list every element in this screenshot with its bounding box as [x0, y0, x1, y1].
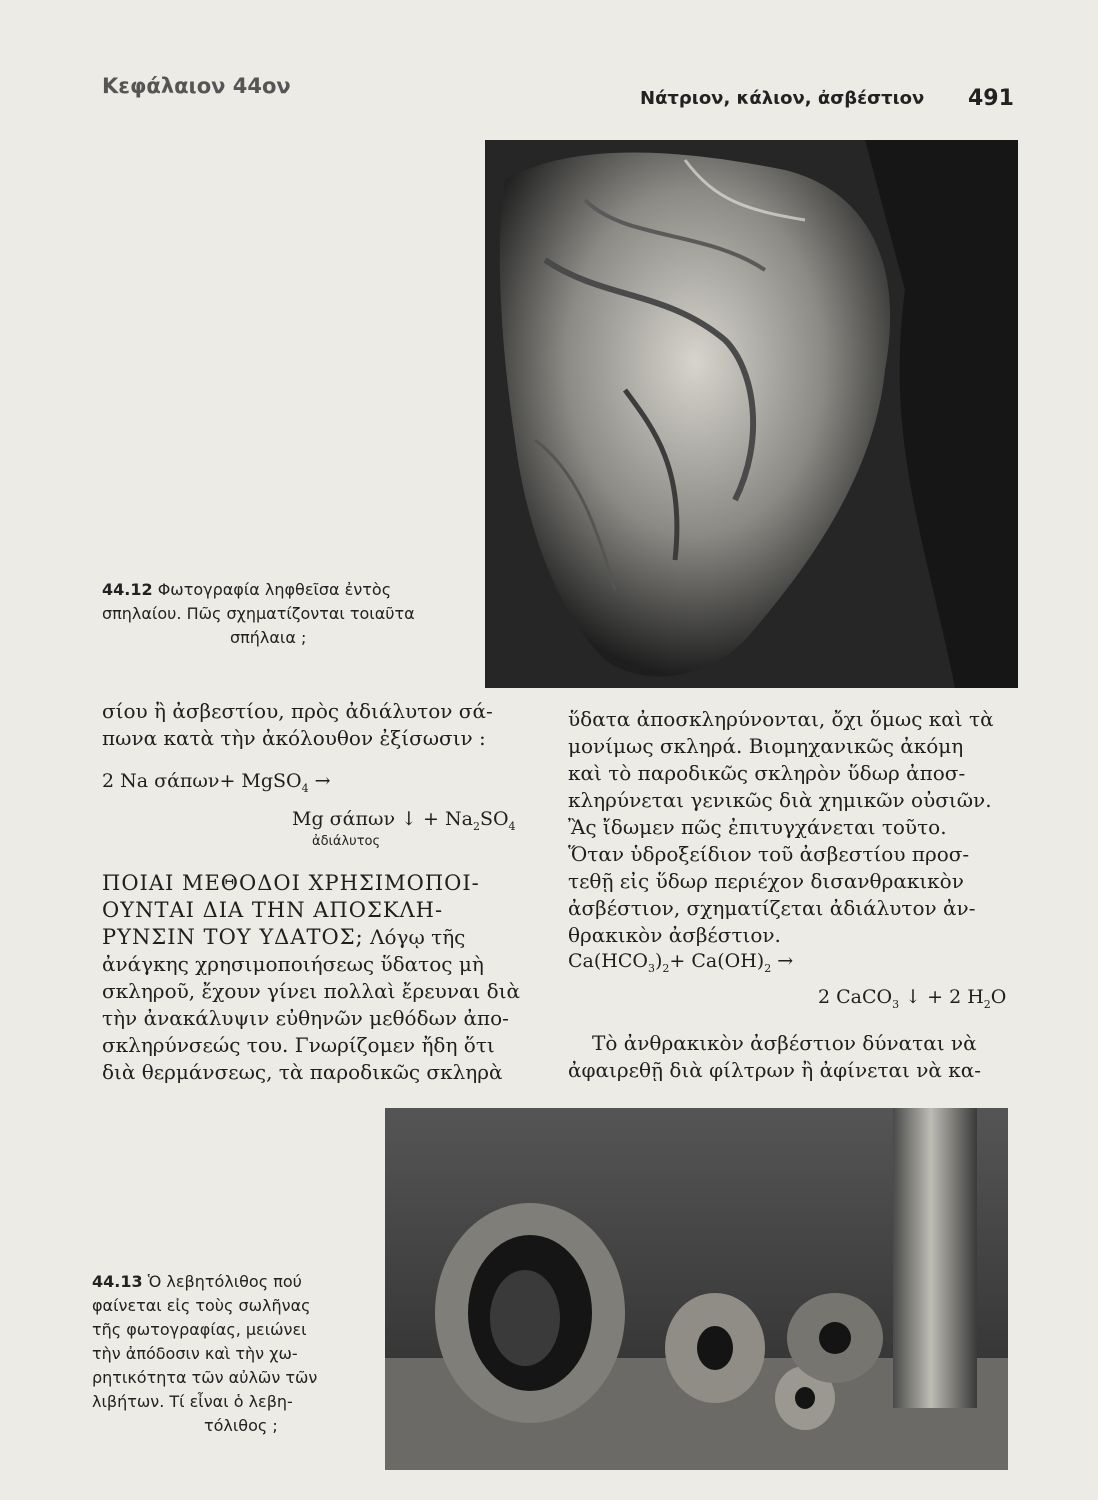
eq-subscript: 4	[301, 781, 309, 795]
text-line: πωνα κατὰ τὴν ἀκόλουθον ἐξίσωσιν :	[102, 726, 486, 750]
left-column	[102, 698, 530, 752]
eq-subscript: 3	[647, 961, 655, 975]
text-line: σκληρύνσεώς του. Γνωρίζομεν ἤδη ὅτι	[102, 1033, 495, 1057]
chapter-heading: Κεφάλαιον 44ον	[102, 74, 291, 98]
eq-subscript: 2	[764, 961, 772, 975]
text-line: μονίμως σκληρά. Βιομηχανικῶς ἀκόμη	[568, 734, 964, 758]
caption-line: Φωτογραφία ληφθεῖσα ἐντὸς	[157, 580, 392, 599]
equation-carbonate-1	[568, 950, 793, 975]
section-heading: Νάτριον, κάλιον, ἀσβέστιον	[640, 88, 925, 109]
figure-number: 44.12	[102, 580, 153, 599]
text-line: θρακικὸν ἀσβέστιον.	[568, 923, 781, 947]
text-line: Ὅταν ὑδροξείδιον τοῦ ἀσβεστίου προσ-	[568, 842, 970, 866]
equation-carbonate-2	[818, 986, 1006, 1011]
pipes-photo-image	[385, 1108, 1008, 1470]
text-fragment: Λόγῳ τῆς	[370, 925, 466, 949]
text-line: κληρύνεται γενικῶς διὰ χημικῶν οὐσιῶν.	[568, 788, 992, 812]
section-title-line: ΠΟΙΑΙ ΜΕΘΟΔΟΙ ΧΡΗΣΙΜΟΠΟΙ-	[102, 871, 480, 895]
eq-subscript: 4	[508, 819, 516, 833]
text-line: ἀνάγκης χρησιμοποιήσεως ὕδατος μὴ	[102, 952, 484, 976]
text-line: ὕδατα ἀποσκληρύνονται, ὄχι ὅμως καὶ τὰ	[568, 707, 994, 731]
arrow-icon: →	[777, 950, 794, 972]
caption-line: τῆς φωτογραφίας, μειώνει	[92, 1320, 307, 1339]
text-line: σίου ἢ ἀσβεστίου, πρὸς ἀδιάλυτον σά-	[102, 699, 493, 723]
left-column-section	[102, 870, 530, 1086]
figure-caption-44-12	[102, 578, 472, 650]
caption-line: σπηλαίου. Πῶς σχηματίζονται τοιαῦτα	[102, 604, 415, 623]
precipitate-arrow-icon: ↓	[905, 986, 922, 1008]
caption-line: τὴν ἀπόδοσιν καὶ τὴν χω-	[92, 1344, 298, 1363]
caption-line: τόλιθος ;	[204, 1416, 278, 1435]
eq-subscript: 2	[983, 997, 991, 1011]
text-line: ἀφαιρεθῇ διὰ φίλτρων ἢ ἀφίνεται νὰ κα-	[568, 1058, 982, 1082]
text-line: διὰ θερμάνσεως, τὰ παροδικῶς σκληρὰ	[102, 1060, 503, 1084]
equation-soap-1	[102, 770, 331, 795]
eq-term: + Ca(OH)	[669, 950, 765, 972]
cave-photo-image	[485, 140, 1018, 688]
text-line: τεθῇ εἰς ὕδωρ περιέχον δισανθρακικὸν	[568, 869, 964, 893]
eq-subscript: 3	[892, 997, 900, 1011]
eq-annotation: ἀδιάλυτος	[312, 834, 381, 849]
text-line: σκληροῦ, ἔχουν γίνει πολλαὶ ἔρευναι διὰ	[102, 979, 521, 1003]
section-title-line: ΡΥΝΣΙΝ ΤΟΥ ΥΔΑΤΟΣ;	[102, 925, 364, 949]
eq-term: + MgSO	[219, 770, 302, 792]
eq-subscript: 2	[662, 961, 670, 975]
precipitate-arrow-icon: ↓	[401, 808, 417, 830]
caption-line: Ὁ λεβητόλιθος πού	[147, 1272, 302, 1291]
eq-term: O	[990, 986, 1007, 1008]
right-column-tail	[568, 1030, 1006, 1084]
eq-term: 2 CaCO	[818, 986, 893, 1008]
text-line: Τὸ ἀνθρακικὸν ἀσβέστιον δύναται νὰ	[592, 1031, 977, 1055]
right-column	[568, 706, 1006, 949]
section-title-line: ΟΥΝΤΑΙ ΔΙΑ ΤΗΝ ΑΠΟΣΚΛΗ-	[102, 898, 444, 922]
figure-number: 44.13	[92, 1272, 143, 1291]
caption-line: σπήλαια ;	[230, 628, 307, 647]
figure-caption-44-13	[92, 1270, 372, 1438]
eq-term: + 2 H	[927, 986, 984, 1008]
caption-line: φαίνεται εἰς τοὺς σωλῆνας	[92, 1296, 311, 1315]
eq-term: Ca(HCO	[568, 950, 648, 972]
cave-photo	[485, 140, 1018, 688]
text-line: ἀσβέστιον, σχηματίζεται ἀδιάλυτον ἀν-	[568, 896, 976, 920]
text-line: καὶ τὸ παροδικῶς σκληρὸν ὕδωρ ἀποσ-	[568, 761, 966, 785]
pipes-photo	[385, 1108, 1008, 1470]
caption-line: λιβήτων. Τί εἶναι ὁ λεβη-	[92, 1392, 293, 1411]
eq-term: 2 Na σάπων	[102, 770, 220, 792]
arrow-icon: →	[314, 770, 331, 792]
eq-term: )	[654, 950, 663, 972]
caption-line: ρητικότητα τῶν αὐλῶν τῶν	[92, 1368, 318, 1387]
text-line: Ἂς ἴδωμεν πῶς ἐπιτυγχάνεται τοῦτο.	[568, 815, 947, 839]
eq-term: Mg σάπων	[292, 808, 395, 830]
eq-subscript: 2	[472, 819, 480, 833]
text-line: τὴν ἀνακάλυψιν εὐθηνῶν μεθόδων ἀπο-	[102, 1006, 509, 1030]
page-number: 491	[968, 86, 1014, 111]
eq-term: SO	[479, 808, 509, 830]
eq-term: + Na	[423, 808, 473, 830]
